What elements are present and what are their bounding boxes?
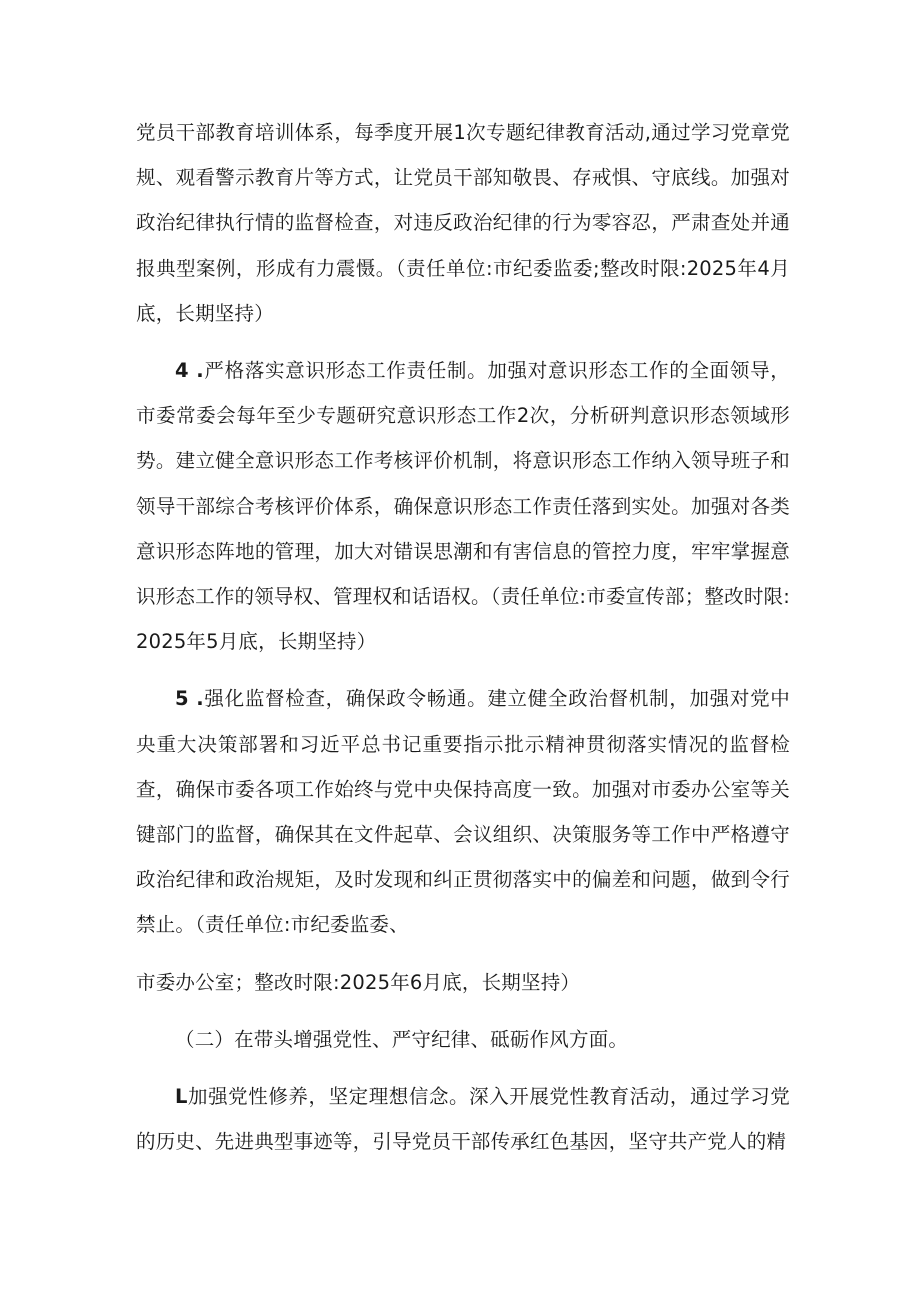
paragraph-1-text: 党员干部教育培训体系，每季度开展1次专题纪律教育活动,通过学习党章党规、观看警示教育片等方式，让党员干部知敬畏、存戒惧、守底线。加强对政治纪律执行情的监督检查，对违反政治纪律的行为零容忍，严肃查处并通报典型案例，形成有力震慑。（责任单位:市纪委监委;整改时限:2025年4月底，长期坚持） <box>136 121 790 325</box>
section-heading-2 <box>136 1017 790 1062</box>
section-heading-2-text: （二）在带头增强党性、严守纪律、砥砺作风方面。 <box>175 1027 629 1051</box>
item-5-number: 5 . <box>175 687 204 711</box>
paragraph-1 <box>136 110 790 336</box>
paragraph-section-2-item-1 <box>136 1074 790 1164</box>
item-4-text: 严格落实意识形态工作责任制。加强对意识形态工作的全面领导，市委常委会每年至少专题研究意识形态工作2次，分析研判意识形态领域形势。建立健全意识形态工作考核评价机制，将意识形态工作纳入领导班子和领导干部综合考核评价体系，确保意识形态工作责任落到实处。加强对各类意识形态阵地的管理，加大对错误思潮和有害信息的管控力度，牢牢掌握意识形态工作的领导权、管理权和话语权。（责任单位:市委宣传部；整改时限:2025年5月底，长期坚持） <box>136 359 790 654</box>
item-4-number: 4 . <box>175 359 204 383</box>
paragraph-item-4 <box>136 348 790 664</box>
section-2-item-1-number: L <box>175 1085 188 1109</box>
section-2-item-1-text: 加强党性修养，坚定理想信念。深入开展党性教育活动，通过学习党的历史、先进典型事迹等，引导党员干部传承红色基因，坚守共产党人的精 <box>136 1085 790 1154</box>
item-5-tail-text: 市委办公室；整改时限:2025年6月底，长期坚持） <box>136 970 581 994</box>
paragraph-item-5-continuation <box>136 960 790 1005</box>
item-5-text: 强化监督检查，确保政令畅通。建立健全政治督机制，加强对党中央重大决策部署和习近平总书记重要指示批示精神贯彻落实情况的监督检查，确保市委各项工作始终与党中央保持高度一致。加强对市委办公室等关键部门的监督，确保其在文件起草、会议组织、决策服务等工作中严格遵守政治纪律和政治规矩，及时发现和纠正贯彻落实中的偏差和问题，做到令行禁止。（责任单位:市纪委监委、 <box>136 687 790 937</box>
paragraph-item-5 <box>136 676 790 947</box>
